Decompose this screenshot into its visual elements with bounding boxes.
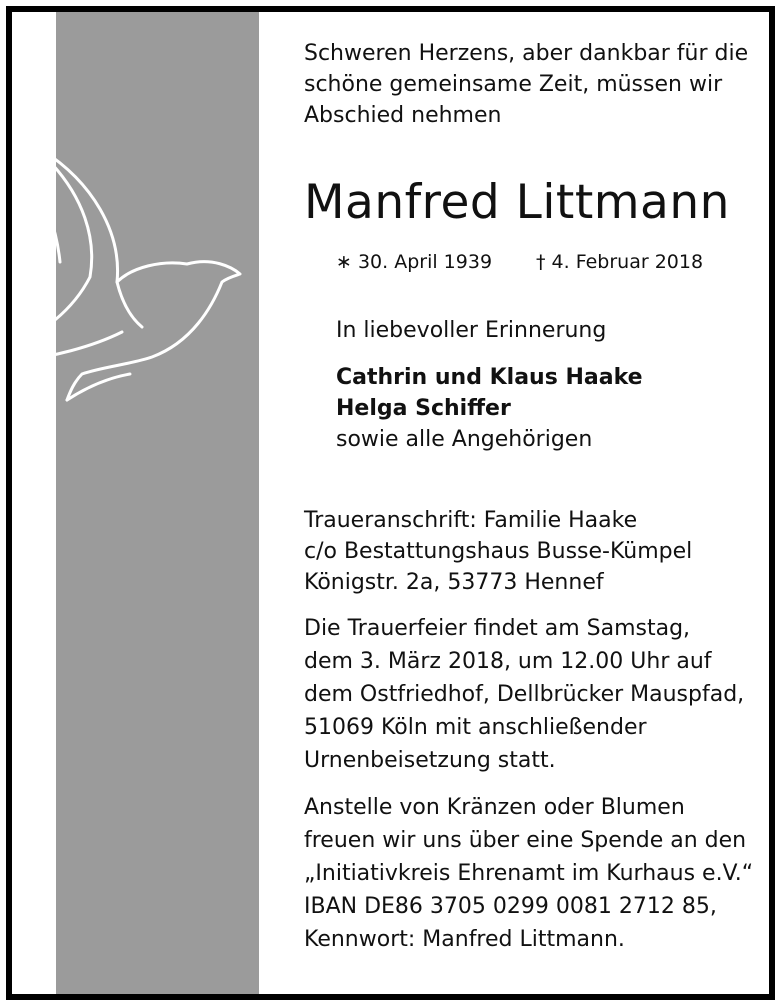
intro-line: Schweren Herzens, aber dankbar für die	[304, 41, 749, 66]
address-line: c/o Bestattungshaus Busse-Kümpel	[304, 539, 693, 564]
donation-info	[304, 791, 759, 956]
death-date: † 4. Februar 2018	[536, 251, 704, 273]
donation-line: „Initiativkreis Ehrenamt im Kurhaus e.V.“	[304, 861, 754, 886]
address-line: Königstr. 2a, 53773 Hennef	[304, 570, 604, 595]
mourner-name: Helga Schiffer	[336, 396, 511, 421]
address-line: Traueranschrift: Familie Haake	[304, 508, 638, 533]
mourner-name: Cathrin und Klaus Haake	[336, 365, 643, 390]
intro-line: Abschied nehmen	[304, 103, 502, 128]
ceremony-info	[304, 612, 759, 777]
donation-line: IBAN DE86 3705 0299 0081 2712 85,	[304, 894, 717, 919]
ceremony-line: dem 3. März 2018, um 12.00 Uhr auf	[304, 649, 712, 674]
dove-icon	[12, 142, 252, 402]
donation-line: Kennwort: Manfred Littmann.	[304, 927, 625, 952]
mourning-address	[304, 505, 759, 598]
donation-line: Anstelle von Kränzen oder Blumen	[304, 795, 685, 820]
memory-line: In liebevoller Erinnerung	[336, 318, 607, 343]
ceremony-line: Urnenbeisetzung statt.	[304, 748, 556, 773]
intro-line: schöne gemeinsame Zeit, müssen wir	[304, 72, 723, 97]
mourners-block	[304, 315, 759, 455]
donation-line: freuen wir uns über eine Spende an den	[304, 828, 747, 853]
obituary-text	[304, 38, 759, 956]
intro-text	[304, 38, 759, 131]
relatives-line: sowie alle Angehörigen	[336, 427, 593, 452]
ceremony-line: Die Trauerfeier findet am Samstag,	[304, 616, 691, 641]
ceremony-line: dem Ostfriedhof, Dellbrücker Mauspfad,	[304, 682, 745, 707]
obituary-frame	[6, 6, 775, 1000]
birth-date: ∗ 30. April 1939	[336, 251, 493, 273]
life-dates	[304, 251, 759, 273]
deceased-name: Manfred Littmann	[304, 175, 730, 230]
ceremony-line: 51069 Köln mit anschließender	[304, 715, 647, 740]
